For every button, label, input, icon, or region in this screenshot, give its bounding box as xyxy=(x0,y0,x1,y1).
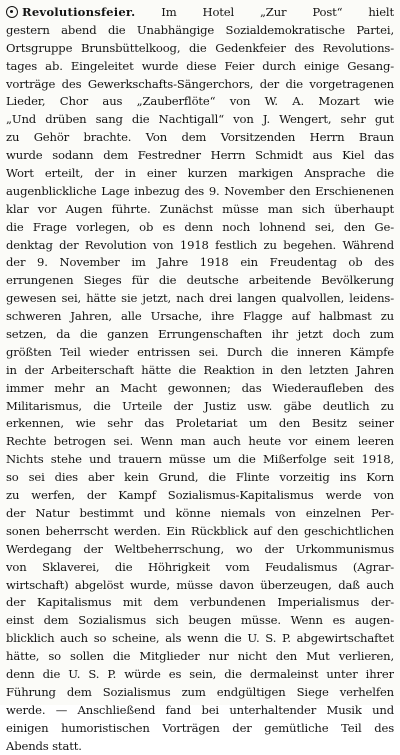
article-line: erkennen, wie sehr das Proletariat um den Besitz seiner xyxy=(6,416,394,431)
article-line: werde. — Anschließend fand bei unterhaltender Musik und xyxy=(6,702,394,717)
article-line: einigen humoristischen Vorträgen der gemütliche Teil des xyxy=(6,720,394,735)
article-line: denn die U. S. P. würde es sein, die dermaleinst unter ihrer xyxy=(6,666,394,681)
article-line: der Natur bestimmt und könne niemals von einzelnen Per- xyxy=(6,505,394,520)
article-line-text: Im Hotel „Zur Post“ hielt xyxy=(135,5,394,19)
article-line: hätte, so sollen die Mitglieder nur nicht den Mut verlieren, xyxy=(6,649,394,664)
article-line: Militarismus, die Urteile der Justiz usw. gäbe deutlich zu xyxy=(6,398,394,413)
circled-dot-icon xyxy=(6,6,18,18)
article-line: sonen beherrscht werden. Ein Rückblick auf den geschichtlichen xyxy=(6,523,394,538)
article-line: wirtschaft) abgelöst wurde, müsse davon überzeugen, daß auch xyxy=(6,577,394,592)
article-line: tages ab. Eingeleitet wurde diese Feier durch einige Gesang- xyxy=(6,58,394,73)
article-line: errungenen Sieges für die deutsche arbeitende Bevölkerung xyxy=(6,273,394,288)
article-line: der 9. November im Jahre 1918 ein Freudentag ob des xyxy=(6,255,394,270)
article-line: gestern abend die Unabhängige Sozialdemokratische Partei, xyxy=(6,22,394,37)
article-line: wurde sodann dem Festredner Herrn Schmidt aus Kiel das xyxy=(6,148,394,163)
article-line: Wort erteilt, der in einer kurzen markigen Ansprache die xyxy=(6,166,394,181)
article-line: der Kapitalismus mit dem verbundenen Imperialismus der- xyxy=(6,595,394,610)
article-line: Abends statt. xyxy=(6,738,82,753)
article-line: Führung dem Sozialismus zum endgültigen Siege verhelfen xyxy=(6,684,394,699)
article-line: blicklich auch so scheine, als wenn die U. S. P. abgewirtschaftet xyxy=(6,631,394,646)
article-line: zu Gehör brachte. Von dem Vorsitzenden Herrn Braun xyxy=(6,130,394,145)
article-line: „Und drüben sang die Nachtigall“ von J. Wengert, sehr gut xyxy=(6,112,394,127)
article-line: von Sklaverei, die Höhrigkeit vom Feudalismus (Agrar- xyxy=(6,559,394,574)
article-line: augenblickliche Lage inbezug des 9. November den Erschienenen xyxy=(6,183,394,198)
article-line: größten Teil wieder entrissen sei. Durch die inneren Kämpfe xyxy=(6,344,394,359)
article-headline: Revolutionsfeier. xyxy=(22,5,136,19)
article-line: klar vor Augen führte. Zunächst müsse man sich überhaupt xyxy=(6,201,394,216)
article-line: die Frage vorlegen, ob es denn noch lohnend sei, den Ge- xyxy=(6,219,394,234)
article-line: Rechte betrogen sei. Wenn man auch heute vor einem leeren xyxy=(6,434,394,449)
article-line: gewesen sei, hätte sie jetzt, nach drei langen qualvollen, leidens- xyxy=(6,291,394,306)
article-line: Ortsgruppe Brunsbüttelkoog, die Gedenkfeier des Revolutions- xyxy=(6,40,394,55)
article-line: immer mehr an Macht gewonnen; das Wiederaufleben des xyxy=(6,380,394,395)
article-line: Lieder, Chor aus „Zauberflöte“ von W. A. Mozart wie xyxy=(6,94,394,109)
article-line: denktag der Revolution von 1918 festlich zu begehen. Während xyxy=(6,237,394,252)
article-line: einst dem Sozialismus sich beugen müsse. Wenn es augen- xyxy=(6,613,394,628)
article-line: so sei dies aber kein Grund, die Flinte vorzeitig ins Korn xyxy=(6,470,394,485)
article-line: zu werfen, der Kampf Sozialismus-Kapitalismus werde von xyxy=(6,488,394,503)
article-line: Werdegang der Weltbeherrschung, wo der Urkommunismus xyxy=(6,541,394,556)
article-line: vorträge des Gewerkschafts-Sängerchors, der die vorgetragenen xyxy=(6,76,394,91)
article-line: setzen, da die ganzen Errungenschaften ihr jetzt doch zum xyxy=(6,327,394,342)
article-line: schweren Jahren, alle Ursache, ihre Flagge auf halbmast zu xyxy=(6,309,394,324)
article-line-1 xyxy=(6,4,394,22)
article-line: Nichts stehe und trauern müsse um die Mißerfolge seit 1918, xyxy=(6,452,394,467)
article-line: in der Arbeiterschaft hätte die Reaktion in den letzten Jahren xyxy=(6,362,394,377)
